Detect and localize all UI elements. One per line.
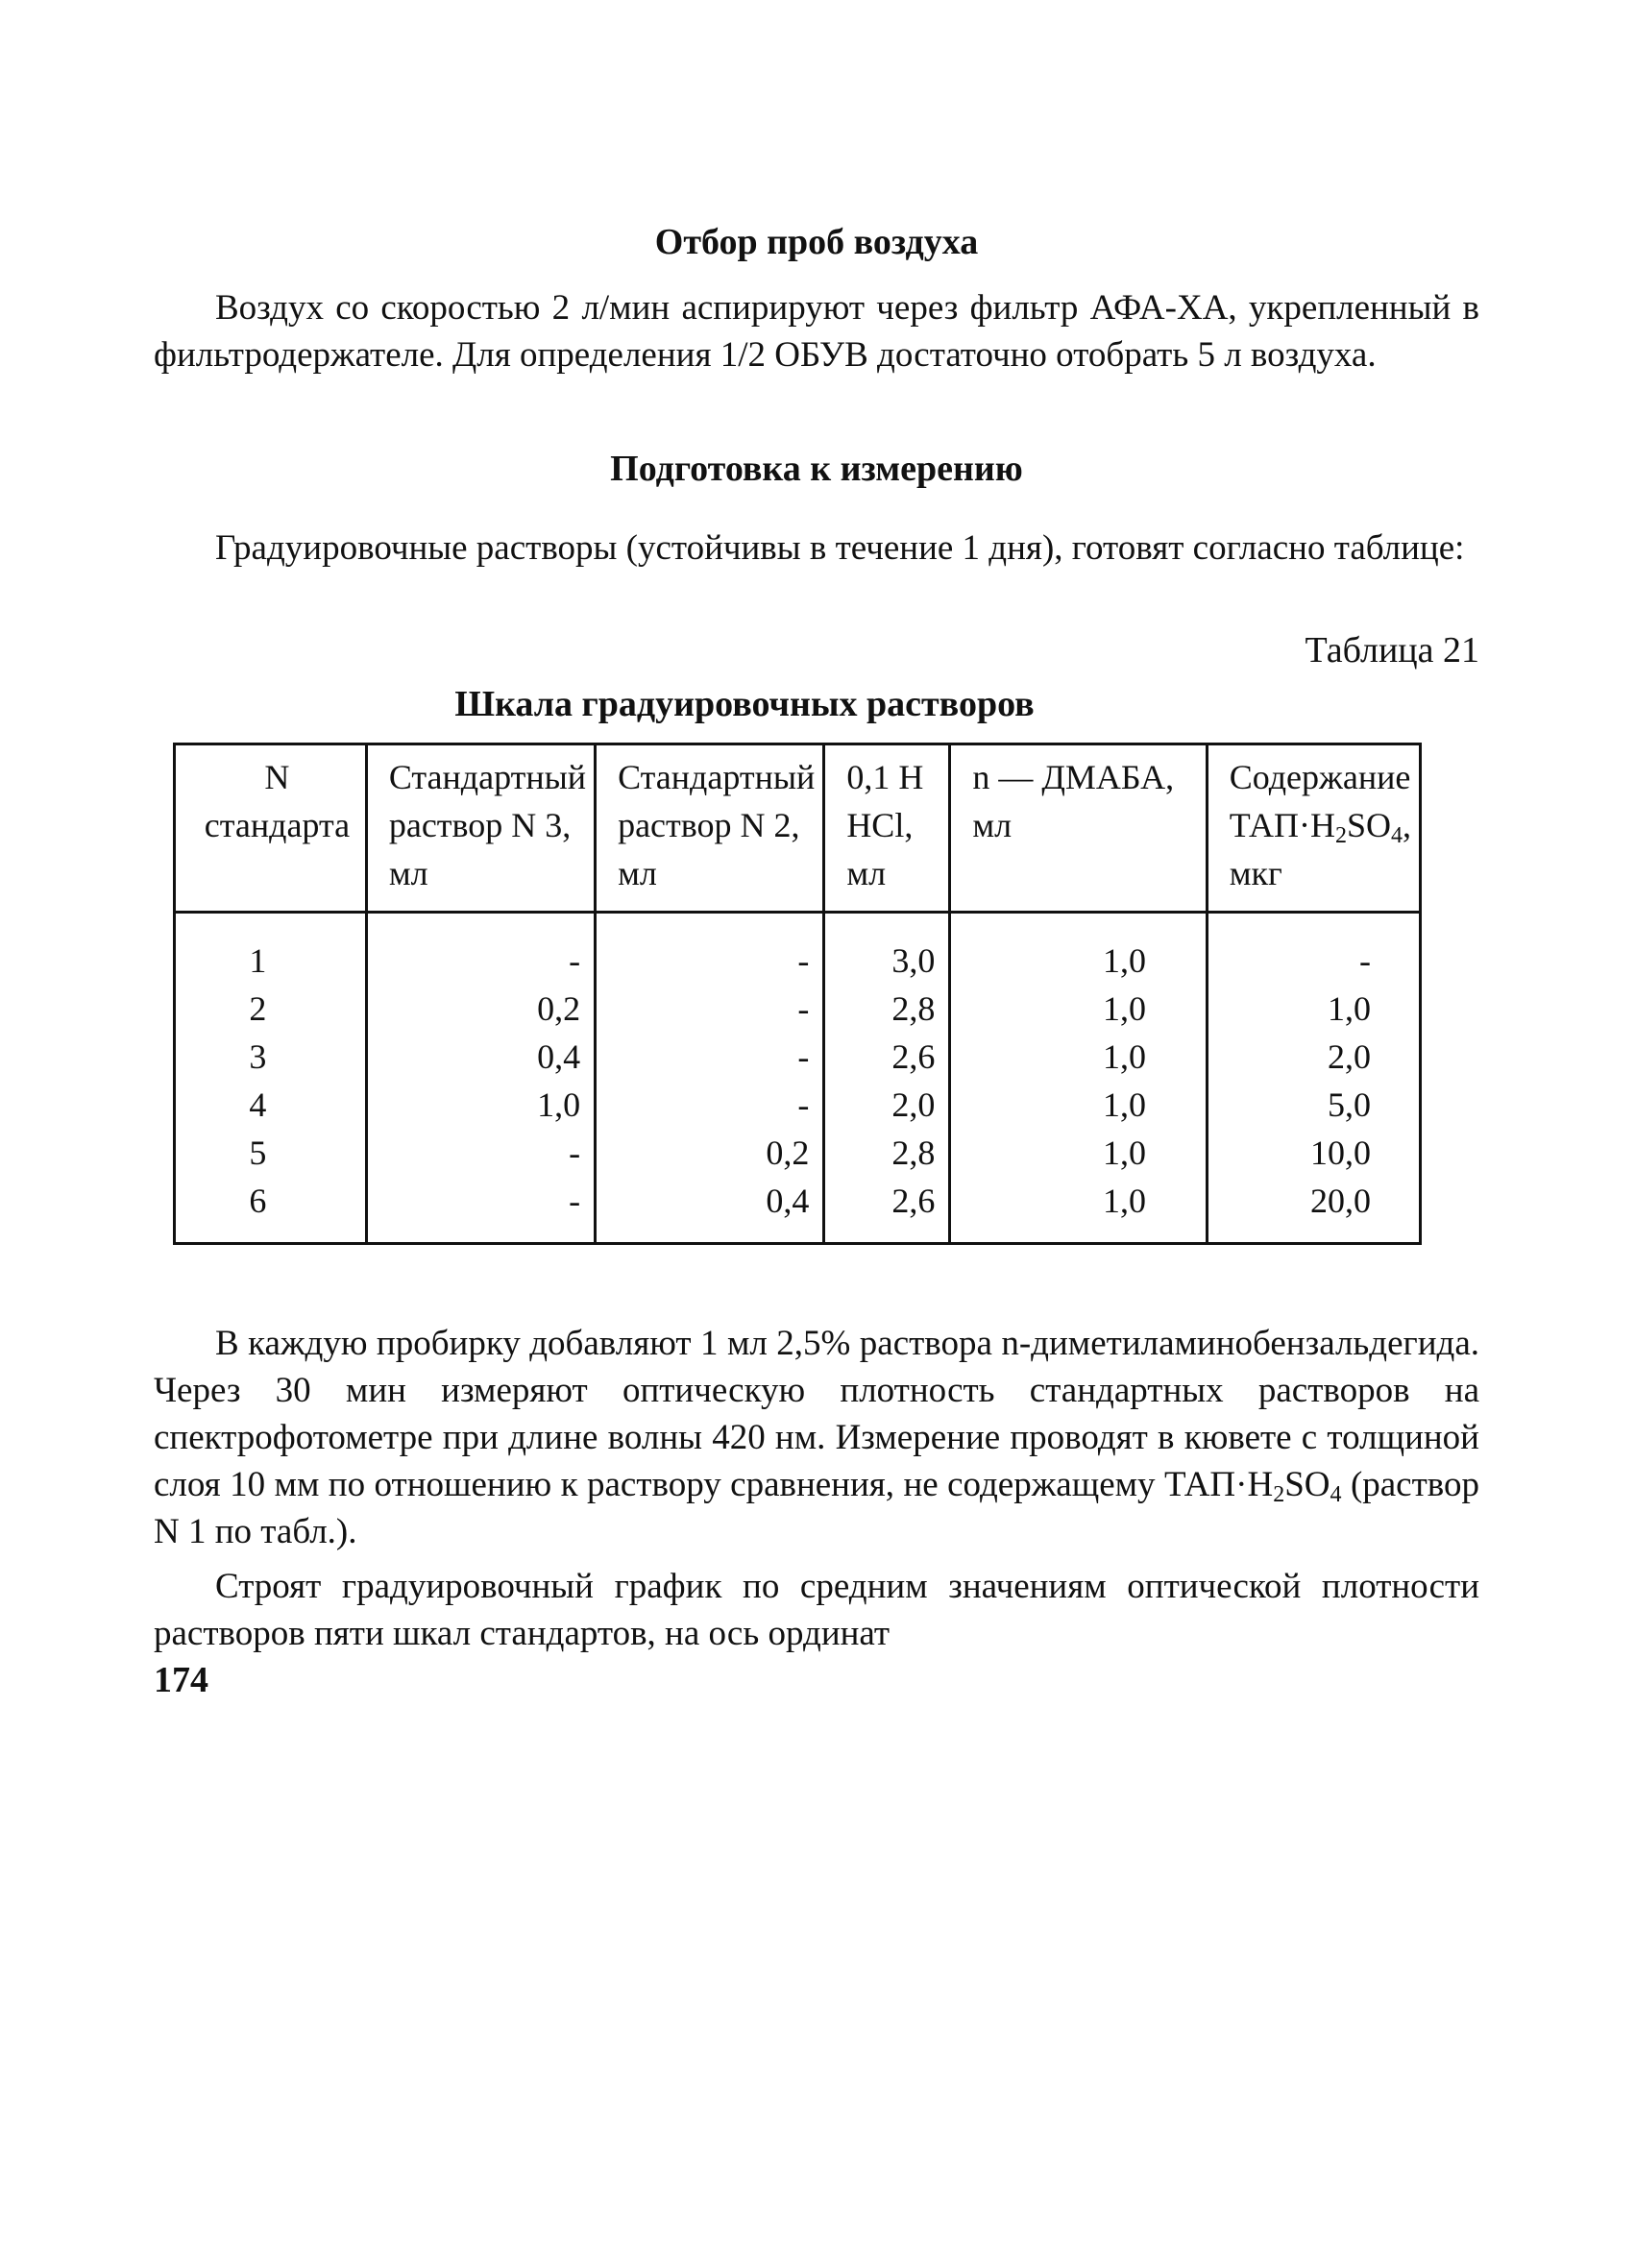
cell-standard-number: 2 [175,985,367,1033]
table-row [175,1081,1421,1129]
cell-dmaba: 1,0 [950,1033,1207,1081]
cell-standard-number: 6 [175,1177,367,1244]
paragraph-preparation: Градуировочные растворы (устойчивы в течение 1 дня), готовят согласно таблице: [215,528,1465,568]
cell-dmaba: 1,0 [950,1177,1207,1244]
section-heading-preparation: Подготовка к измерению [610,449,1023,489]
cell-hcl: 2,8 [824,985,950,1033]
cell-hcl: 2,0 [824,1081,950,1129]
cell-hcl: 3,0 [824,913,950,986]
table-number-label: Таблица 21 [1305,630,1479,671]
paragraph-measurement [154,1320,1479,1555]
header-tap-sub2: 4 [1390,823,1403,848]
cell-standard-number: 1 [175,913,367,986]
header-standard-solution-2: Стандартный раствор N 2, мл [596,744,824,913]
header-standard-solution-3: Стандартный раствор N 3, мл [366,744,595,913]
cell-tap-content: 5,0 [1207,1081,1420,1129]
cell-solution-2: - [596,985,824,1033]
header-tap-content [1207,744,1420,913]
table-header-row [175,744,1421,913]
paragraph-measurement-text-a: В каждую пробирку добавляют 1 мл 2,5% раствора n-диметиламинобензальдегида. Через 30 мин измеряют оптическую плотность стандартных растворов на спектрофотометре при длине волны 420 нм. Измерение проводят в кювете с толщиной слоя 10 мм по отношению к раствору сравнения, не содержащему ТАП·H [154,1324,1479,1504]
cell-solution-2: - [596,1033,824,1081]
cell-tap-content: 20,0 [1207,1177,1420,1244]
table-row [175,1033,1421,1081]
cell-solution-2: 0,4 [596,1177,824,1244]
cell-dmaba: 1,0 [950,985,1207,1033]
cell-tap-content: 2,0 [1207,1033,1420,1081]
page-number: 174 [154,1660,208,1700]
table-row [175,1129,1421,1177]
paragraph-measurement-text-b: SO [1284,1465,1330,1504]
cell-hcl: 2,6 [824,1033,950,1081]
paragraph-air-sampling: Воздух со скоростью 2 л/мин аспирируют через фильтр АФА-ХА, укрепленный в фильтродержателе. Для определения 1/2 ОБУВ достаточно отобрать 5 л воздуха. [154,288,1479,375]
header-standard-number: N стандарта [175,744,367,913]
header-tap-sub1: 2 [1334,823,1347,848]
header-hcl: 0,1 Н HCl, мл [824,744,950,913]
cell-solution-3: 0,4 [366,1033,595,1081]
table-title: Шкала градуировочных растворов [454,684,1035,724]
cell-hcl: 2,8 [824,1129,950,1177]
table-row [175,913,1421,986]
cell-solution-2: 0,2 [596,1129,824,1177]
table-row [175,985,1421,1033]
calibration-table [173,743,1422,1245]
header-tap-content-mid: SO [1346,806,1391,844]
cell-solution-3: 1,0 [366,1081,595,1129]
header-dmaba: n — ДМАБА, мл [950,744,1207,913]
header-tap-content-post: , мкг [1229,806,1411,892]
cell-standard-number: 4 [175,1081,367,1129]
cell-solution-3: - [366,1177,595,1244]
cell-hcl: 2,6 [824,1177,950,1244]
cell-solution-3: - [366,1129,595,1177]
paragraph-calibration-graph: Строят градуировочный график по средним значениям оптической плотности растворов пяти шкал стандартов, на ось ординат [154,1567,1479,1653]
paragraph-measurement-text-c: (раствор N 1 по табл.). [154,1465,1479,1551]
cell-solution-3: - [366,913,595,986]
table-row [175,1177,1421,1244]
cell-dmaba: 1,0 [950,1081,1207,1129]
paragraph-measurement-sub1: 2 [1273,1482,1285,1507]
cell-solution-3: 0,2 [366,985,595,1033]
header-tap-content-pre: Содержание ТАП·H [1229,758,1411,844]
cell-standard-number: 5 [175,1129,367,1177]
paragraph-measurement-sub2: 4 [1330,1482,1342,1507]
cell-tap-content: 10,0 [1207,1129,1420,1177]
cell-dmaba: 1,0 [950,1129,1207,1177]
document-page [154,221,1479,1701]
cell-solution-2: - [596,1081,824,1129]
cell-tap-content: - [1207,913,1420,986]
cell-standard-number: 3 [175,1033,367,1081]
section-heading-air-sampling: Отбор проб воздуха [654,222,979,262]
cell-solution-2: - [596,913,824,986]
cell-dmaba: 1,0 [950,913,1207,986]
cell-tap-content: 1,0 [1207,985,1420,1033]
